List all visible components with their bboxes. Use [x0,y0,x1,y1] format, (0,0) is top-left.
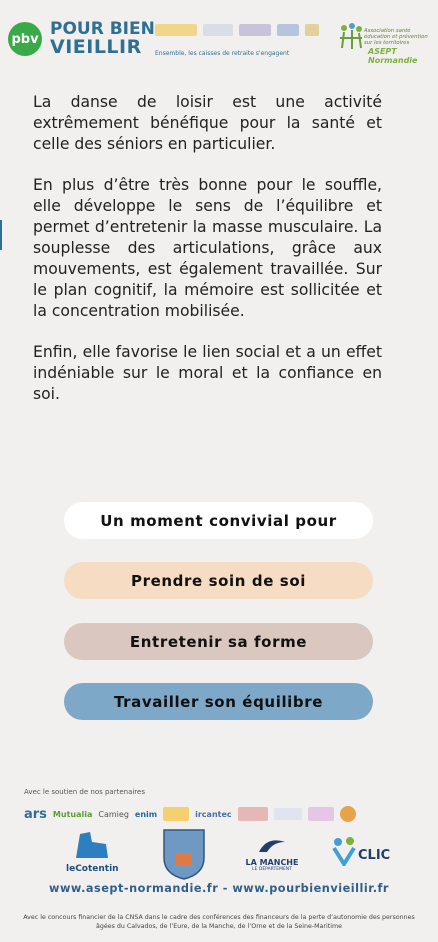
enim-logo: enim [134,809,158,819]
pour-bien-vieillir-logo [50,20,155,56]
support-label: Avec le soutien de nos partenaires [24,788,145,796]
canat-logo [203,24,233,36]
crest-icon [162,828,206,880]
ars-logo: ars [24,806,47,822]
cnracl-logo [305,24,319,36]
asept-line-3: sur les territoires [364,40,410,46]
agirc-arrco-logo [239,24,271,36]
pbv-logo: pbv [8,22,42,56]
partner-logo-a [163,807,189,821]
brand-line-1: POUR BIEN [50,19,155,39]
pill-entretenir-forme: Entretenir sa forme [64,623,373,660]
le-cotentin-logo [66,830,119,874]
pill-travailler-equilibre: Travailler son équilibre [64,683,373,720]
funder-logos [155,24,319,36]
asept-line-2: éducation et prévention [364,34,428,40]
ircantec-logo: ircantec [195,809,232,819]
clic-label: CLIC [358,848,391,863]
brand-line-2: VIEILLIR [50,36,142,58]
mutualia-logo: Mutualia [52,809,93,819]
tagline: Ensemble, les caisses de retraite s'engagent [155,50,290,57]
header [0,0,438,70]
pill-moment-convivial: Un moment convivial pour [64,502,373,539]
edge-marker [0,220,2,250]
partner-logo-e [340,806,356,822]
asept-normandie-logo [338,18,430,65]
manche-label: LA MANCHE [245,858,299,867]
cotentin-label: leCotentin [66,864,119,874]
paragraph-social: Enfin, elle favorise le lien social et a un effet indéniable sur le moral et la confiance en soi. [33,343,382,403]
cotentin-shape-icon [66,830,116,860]
manche-wave-icon [257,834,287,854]
assurance-retraite-logo [155,24,197,36]
asept-description [364,28,428,46]
website-urls[interactable]: www.asept-normandie.fr - www.pourbienvieillir.fr [49,882,389,895]
clic-figure-icon [330,836,358,866]
asept-line-1: Association santé [364,28,411,34]
paragraph-intro: La danse de loisir est une activité extrêmement bénéfique pour la santé et celle des séniors en particulier. [33,93,382,153]
clic-logo [330,836,394,876]
people-figures-icon [338,22,364,52]
asept-name: ASEPT Normandie [368,47,418,65]
article-body [33,92,382,425]
financing-note: Avec le concours financier de la CNSA dans le cadre des conférences des financeurs de la perte d’autonomie des personnes âgées du Calvados, de l’Eure, de la Manche, de l’Orne et de la Seine-Maritime [23,914,415,930]
la-manche-logo [240,834,304,872]
territory-logos [58,828,398,880]
partner-logos-row [24,806,414,822]
partner-logo-c [274,808,302,820]
msa-logo [277,24,299,36]
partner-logo-d [308,807,334,821]
manche-sublabel: LE DÉPARTEMENT [252,867,292,872]
pill-prendre-soin: Prendre soin de soi [64,562,373,599]
camieg-logo: Camieg [98,809,129,819]
paragraph-benefits: En plus d’être très bonne pour le souffle, elle développe le sens de l’équilibre et permet d’entretenir la masse musculaire. La souplesse des articulations, grâce aux mouvements, est également travaillée. Sur le plan cognitif, la mémoire est sollicitée et la concentration mobilisée. [33,176,382,320]
partner-logo-b [238,807,268,821]
